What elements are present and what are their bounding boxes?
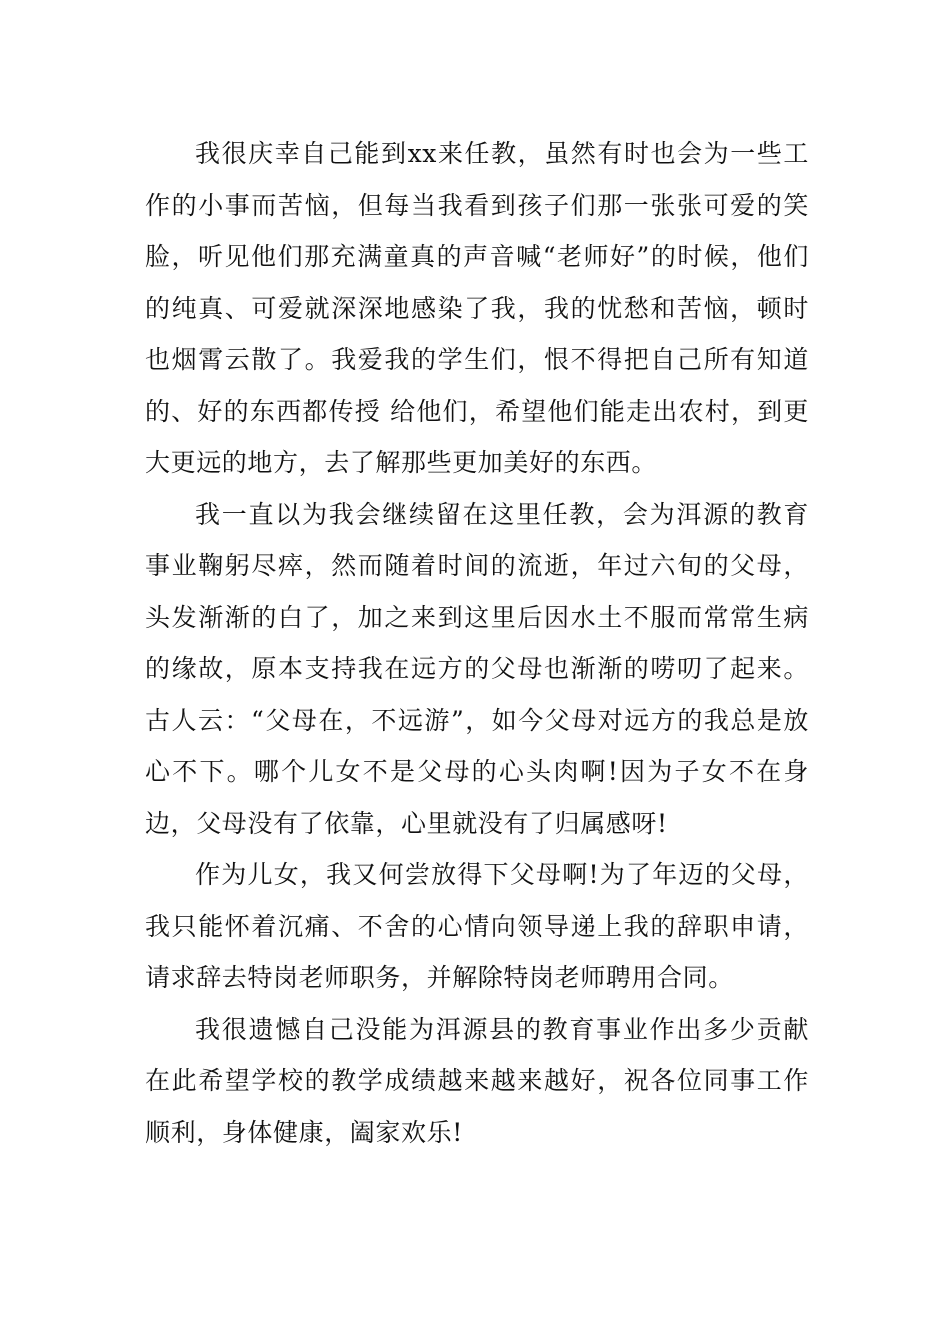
paragraph-4: 我很遗憾自己没能为洱源县的教育事业作出多少贡献在此希望学校的教学成绩越来越来越好，祝各位同事工作顺利，身体健康，阖家欢乐! — [145, 1014, 809, 1147]
paragraph-3: 作为儿女，我又何尝放得下父母啊!为了年迈的父母，我只能怀着沉痛、不舍的心情向领导递上我的辞职申请，请求辞去特岗老师职务，并解除特岗老师聘用合同。 — [145, 860, 809, 992]
paragraph-2: 我一直以为我会继续留在这里任教，会为洱源的教育事业鞠躬尽瘁，然而随着时间的流逝，年过六旬的父母，头发渐渐的白了，加之来到这里后因水土不服而常常生病的缘故，原本支持我在远方的父母也渐渐的唠叨了起来。古人云：“父母在，不远游”，如今父母对远方的我总是放心不下。哪个儿女不是父母的心头肉啊!因为子女不在身边，父母没有了依靠，心里就没有了归属感呀! — [145, 499, 809, 838]
document-body — [145, 128, 809, 1158]
paragraph-1: 我很庆幸自己能到xx来任教，虽然有时也会为一些工作的小事而苦恼，但每当我看到孩子们那一张张可爱的笑脸，听见他们那充满童真的声音喊“老师好”的时候，他们的纯真、可爱就深深地感染了我，我的忧愁和苦恼，顿时也烟霄云散了。我爱我的学生们，恨不得把自己所有知道的、好的东西都传授 给他们，希望他们能走出农村，到更大更远的地方，去了解那些更加美好的东西。 — [145, 139, 809, 477]
